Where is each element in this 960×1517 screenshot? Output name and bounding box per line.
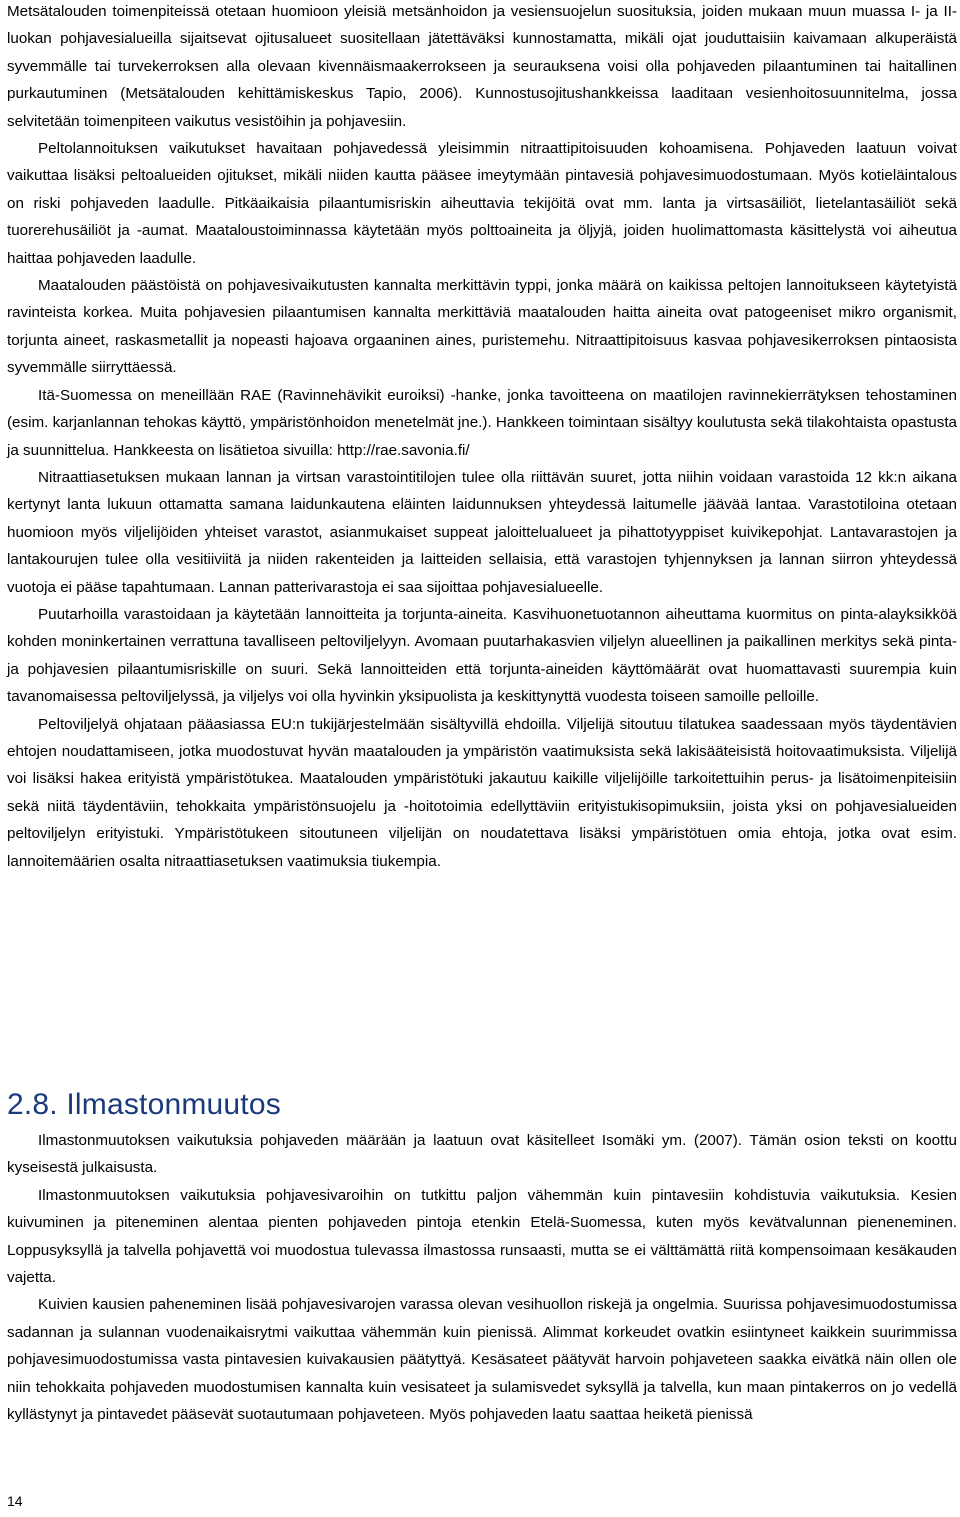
body-text-after xyxy=(7,1127,957,1428)
paragraph: Nitraattiasetuksen mukaan lannan ja virtsan varastointitilojen tulee olla riittävän suuret, jotta niihin voidaan varastoida 12 kk:n aikana kertynyt lanta lukuun ottamatta samana laidunkautena eläinten laidunnuksen yhteydessä laitumelle jäävää lantaa. Varastotiloina otetaan huomioon myös viljelijöiden yhteiset varastot, asianmukaiset suppeat jaloittelualueet ja pihattotyyppiset kuivikepohjat. Lantavarastojen ja lantakourujen tulee olla vesitiiviitä ja niiden rakenteiden ja laitteiden sellaisia, että varastojen tyhjennyksen ja lannan siirron yhteydessä vuotoja ei pääse tapahtumaan. Lannan patterivarastoja ei saa sijoittaa pohjavesialueelle. xyxy=(7,468,957,596)
section-heading: 2.8. Ilmastonmuutos xyxy=(7,1088,281,1121)
paragraph: Itä-Suomessa on meneillään RAE (Ravinnehävikit euroiksi) -hanke, jonka tavoitteena on maatilojen ravinnekierrätyksen tehostaminen (esim. karjanlannan tehokas käyttö, ympäristönhoidon menetelmät jne.). Hankkeen toimintaan sisältyy koulutusta sekä tilakohtaista opastusta ja suunnittelua. Hankkeesta on lisätietoa sivuilla: http://rae.savonia.fi/ xyxy=(7,386,957,459)
paragraph: Kuivien kausien paheneminen lisää pohjavesivarojen varassa olevan vesihuollon riskejä ja ongelmia. Suurissa pohjavesimuodostumissa sadannan ja sulannan vuodenaikaisrytmi vaikuttaa vähemmän kuin pienissä. Alimmat korkeudet ovatkin esiintyneet kaikkein suurimmissa pohjavesimuodostumissa vasta pintavesien kuivakausien päätyttyä. Kesäsateet päätyvät harvoin pohjaveteen saakka eivätkä näin ollen ole niin tehokkaita pohjaveden muodostumisen kannalta kuin vesisateet ja sulamisvedet syksyllä ja talvella, kun maan pintakerros on jo vedellä kyllästynyt ja pintavedet pääsevät suotautumaan pohjaveteen. Myös pohjaveden laatu saattaa heiketä pienissä xyxy=(7,1296,957,1424)
paragraph: Peltolannoituksen vaikutukset havaitaan pohjavedessä yleisimmin nitraattipitoisuuden kohoamisena. Pohjaveden laatuun voivat vaikuttaa lisäksi peltoalueiden ojitukset, mikäli niiden kautta pääsee imeytymään pintavesiä pohjavesimuodostumaan. Myös kotieläintalous on riski pohjaveden laadulle. Pitkäaikaisia pilaantumisriskin aiheuttavia tekijöitä ovat mm. lanta ja virtsasäiliöt, lietelantasäiliöt sekä tuorerehusäiliöt ja -aumat. Maataloustoiminnassa käytetään myös polttoaineita ja öljyjä, joiden huolimattomasta käsittelystä voi aiheutua haittaa pohjaveden laadulle. xyxy=(7,140,957,267)
paragraph: Maatalouden päästöistä on pohjavesivaikutusten kannalta merkittävin typpi, jonka määrä on kaikissa peltojen lannoitukseen käytetyistä ravinteista korkea. Muita pohjavesien pilaantumisen kannalta merkittäviä maatalouden haitta aineita ovat patogeeniset mikro organismit, torjunta aineet, raskasmetallit ja nopeasti hajoava orgaaninen aines, puristemehu. Nitraattipitoisuus kasvaa pohjavesikerroksen pintaosista syvemmälle siirryttäessä. xyxy=(7,277,957,377)
page-number: 14 xyxy=(7,1493,23,1509)
paragraph: Ilmastonmuutoksen vaikutuksia pohjavesivaroihin on tutkittu paljon vähemmän kuin pintavesiin kohdistuvia vaikutuksia. Kesien kuivuminen ja piteneminen alentaa pienten pohjaveden pintoja etenkin Etelä-Suomessa, kuten myös kevätvalunnan pieneneminen. Loppusyksyllä ja talvella pohjavettä voi muodostua tulevassa ilmastossa runsaasti, mutta se ei välttämättä riitä kompensoimaan kesäkauden vajetta. xyxy=(7,1186,957,1287)
paragraph: Ilmastonmuutoksen vaikutuksia pohjaveden määrään ja laatuun ovat käsitelleet Isomäki ym. (2007). Tämän osion teksti on koottu kyseisestä julkaisusta. xyxy=(7,1132,957,1177)
paragraph: Metsätalouden toimenpiteissä otetaan huomioon yleisiä metsänhoidon ja vesiensuojelun suosituksia, joiden mukaan muun muassa I- ja II-luokan pohjavesialueilla sijaitsevat ojitusalueet suositellaan jätettäväksi kunnostamatta, mikäli ojat jouduttaisiin kaivamaan alkuperäistä syvemmälle tai turvekerroksen alla olevaan kivennäismaakerrokseen ja seurauksena voisi olla pohjaveden pilaantuminen tai haitallinen purkautuminen (Metsätalouden kehittämiskeskus Tapio, 2006). Kunnostusojitushankkeissa laaditaan vesienhoitosuunnitelma, jossa selvitetään toimenpiteen vaikutus vesistöihin ja pohjavesiin. xyxy=(7,3,957,130)
paragraph: Puutarhoilla varastoidaan ja käytetään lannoitteita ja torjunta-aineita. Kasvihuonetuotannon aiheuttama kuormitus on pinta-alayksikköä kohden moninkertainen verrattuna tavalliseen peltoviljelyyn. Avomaan puutarhakasvien viljelyn alueellinen ja paikallinen merkitys sekä pinta- ja pohjavesien pilaantumisriskille on suuri. Sekä lannoitteiden että torjunta-aineiden käyttömäärät ovat huomattavasti suurempia kuin tavanomaisessa peltoviljelyssä, ja viljelys voi olla hyvinkin yksipuolista ja keskittynyttä vuodesta toiseen samoille pelloille. xyxy=(7,605,957,706)
body-text-before xyxy=(7,0,957,875)
paragraph: Peltoviljelyä ohjataan pääasiassa EU:n tukijärjestelmään sisältyvillä ehdoilla. Viljelijä sitoutuu tilatukea saadessaan myös täydentävien ehtojen noudattamiseen, jotka muodostuvat hyvän maatalouden ja ympäristön vaatimuksista sekä lakisääteisistä hoitovaatimuksista. Viljelijä voi lisäksi hakea erityistä ympäristötukea. Maatalouden ympäristötuki jakautuu kaikille viljelijöille tarkoitettuihin perus- ja lisätoimenpiteisiin sekä niitä täydentäviin, tehokkaita ympäristönsuojelu ja -hoitotoimia edellyttäviin erityistukisopimuksiin, joista yksi on pohjavesialueiden peltoviljelyn erityistuki. Ympäristötukeen sitoutuneen viljelijän on noudatettava lisäksi ympäristötuen omia ehtoja, jotka ovat esim. lannoitemäärien osalta nitraattiasetuksen vaatimuksia tiukempia. xyxy=(7,715,957,870)
